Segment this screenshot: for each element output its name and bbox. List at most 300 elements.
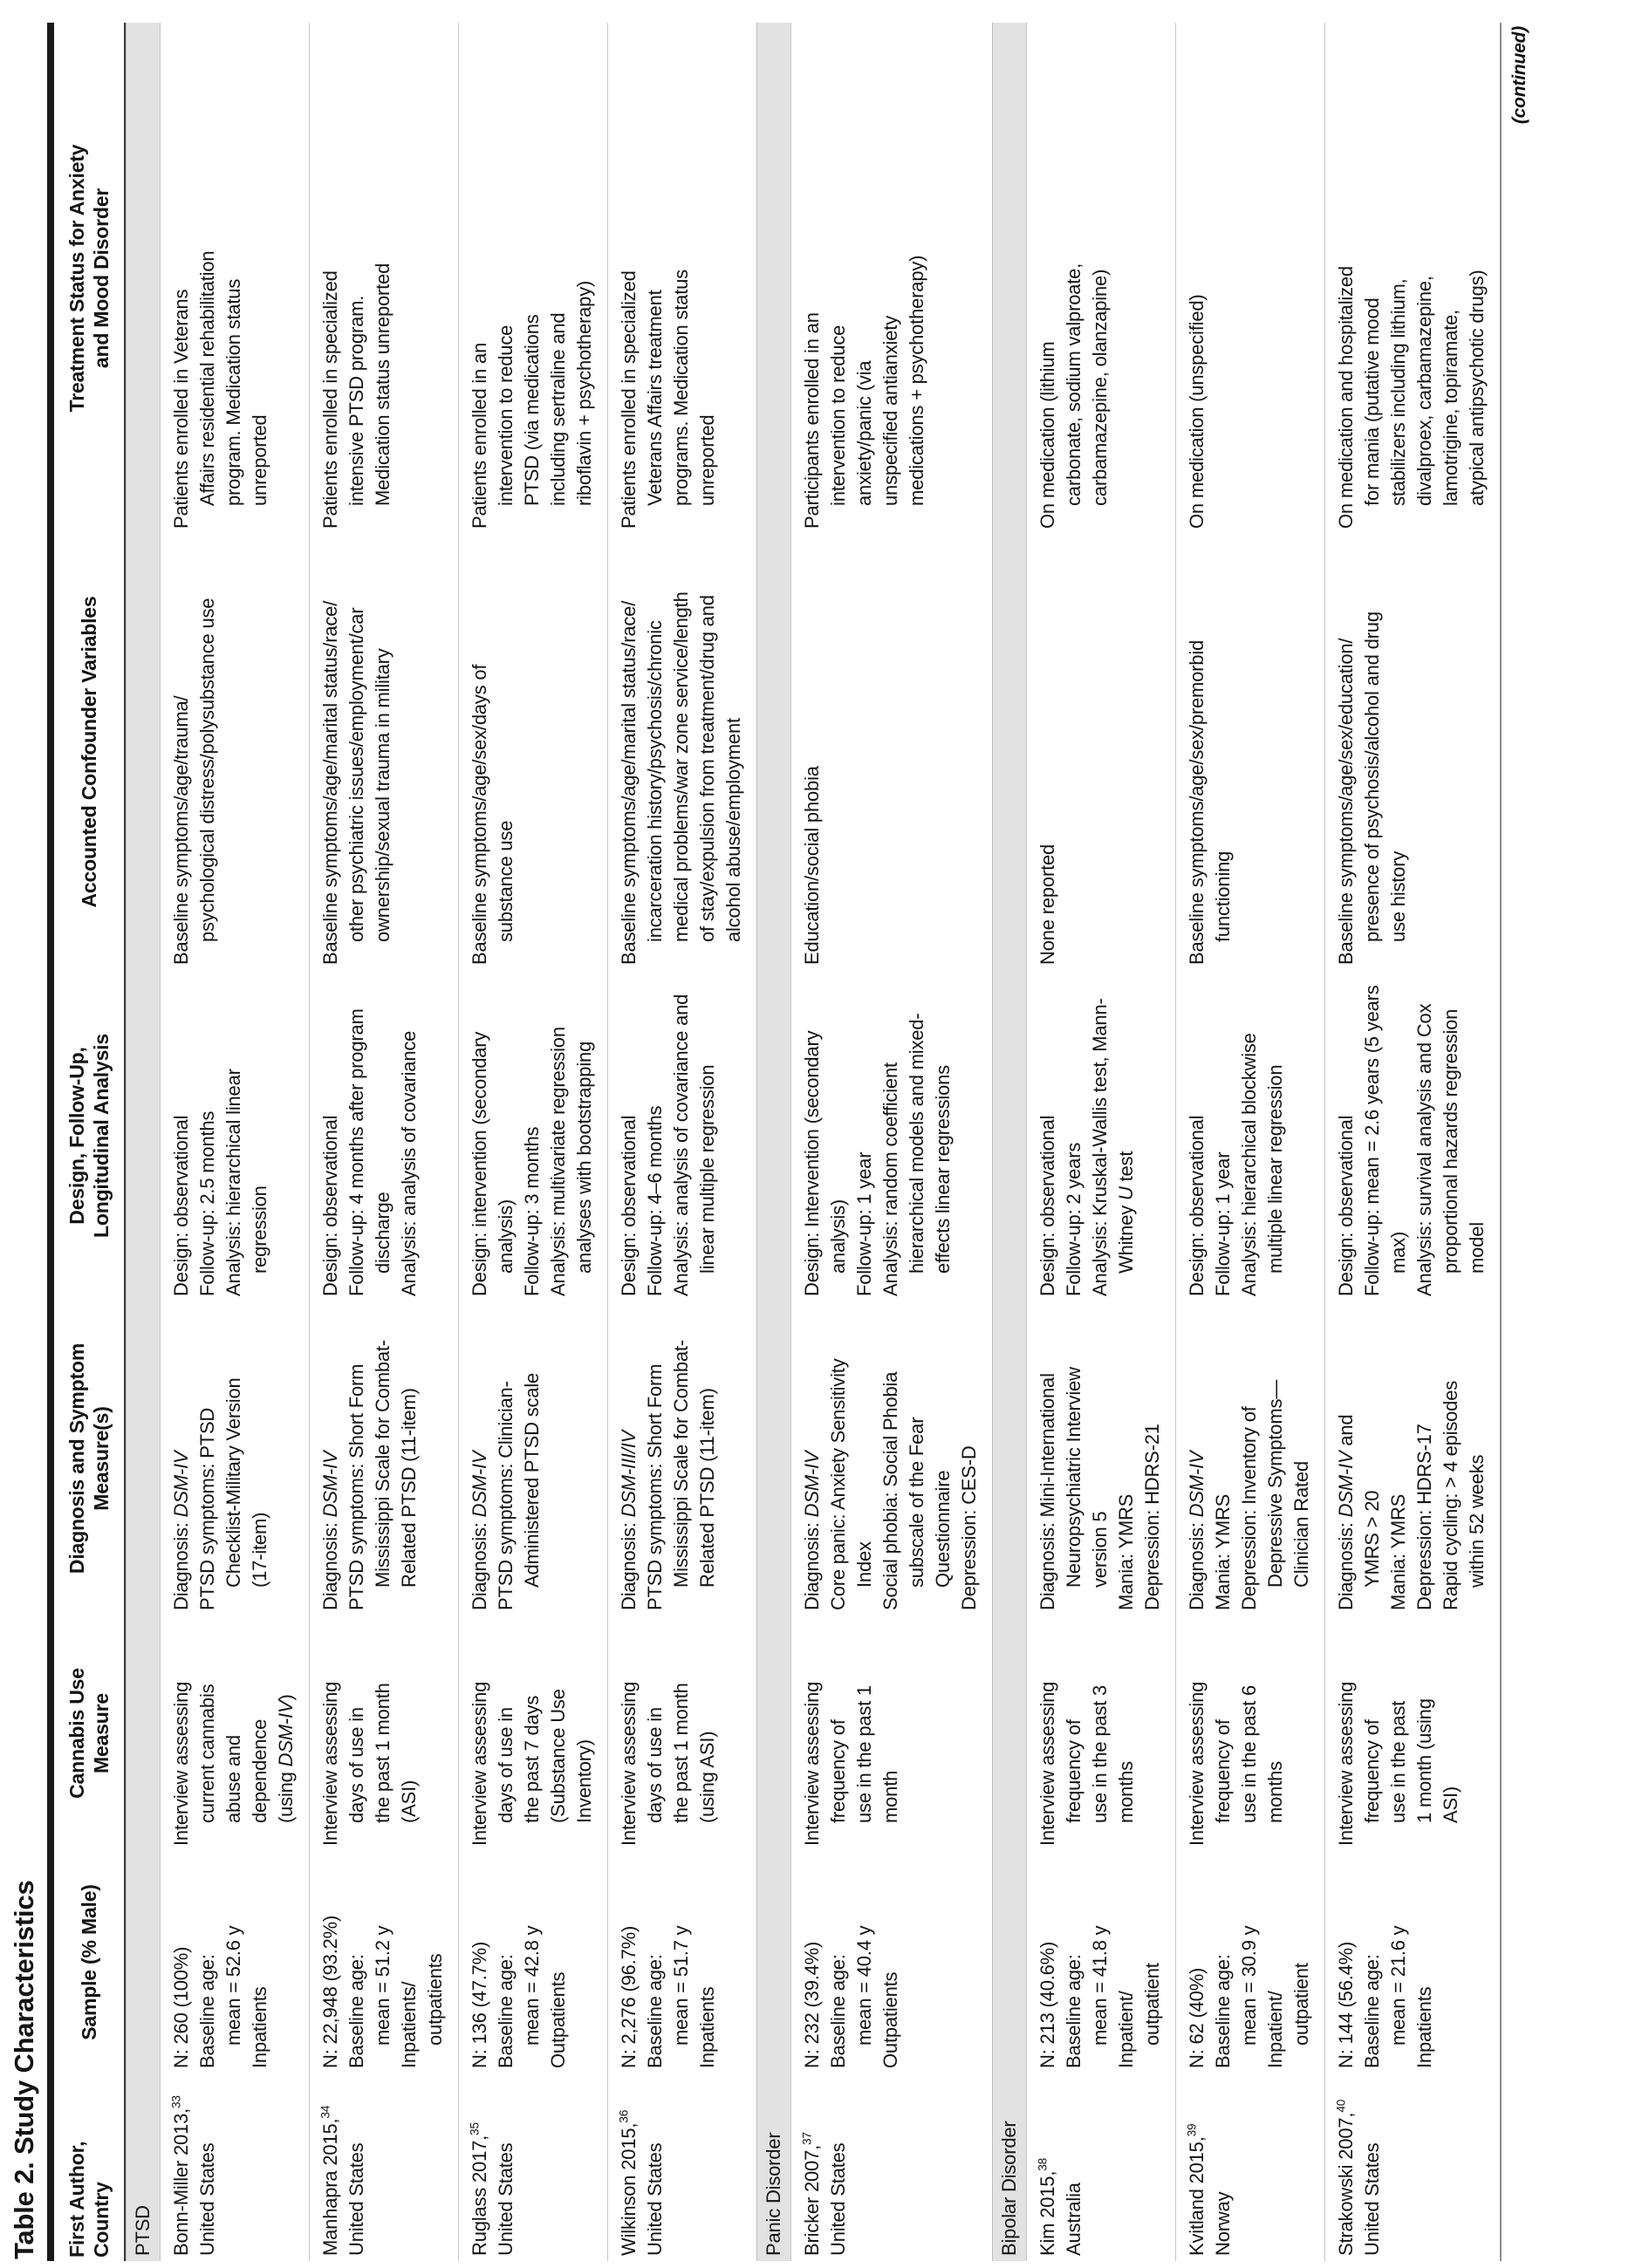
cell-line: Index (853, 1541, 875, 1588)
study-row (790, 23, 992, 2261)
study-row (1175, 23, 1324, 2261)
cell-line: riboflavin + psychotherapy) (573, 280, 595, 506)
cell-treatment (1027, 23, 1175, 534)
cell-line: Diagnosis: DSM-IV (801, 1451, 823, 1610)
cell-line: Follow-up: 2.5 months (196, 1110, 218, 1296)
cell-line: programs. Medication status (670, 270, 692, 506)
cell-line: Affairs residential rehabilitation (196, 250, 218, 506)
cell-line: Whitney U test (1115, 1151, 1137, 1274)
cell-line: Design: intervention (secondary (469, 1031, 490, 1296)
cell-line: discharge (372, 1192, 393, 1274)
cell-line: Inpatients (696, 1986, 718, 2068)
cell-line: On medication (unspecified) (1186, 294, 1208, 529)
cell-cannabis (310, 1616, 458, 1851)
cell-line: Depression: HDRS-17 (1413, 1424, 1435, 1610)
cell-diagnosis (310, 1301, 458, 1616)
cell-line: Kvitland 2015,39 (1185, 2123, 1208, 2256)
cell-treatment (310, 23, 458, 534)
cell-cannabis (1325, 1616, 1500, 1851)
cell-line: Patients enrolled in specialized (618, 270, 640, 529)
cell-confounders (608, 534, 756, 970)
cell-line: outpatients (424, 1953, 446, 2046)
cell-line: Design: observational (170, 1115, 192, 1296)
cell-line: Interview assessing (618, 1681, 640, 1846)
study-row (607, 23, 756, 2261)
cell-line: Bonn-Miller 2013,33 (169, 2095, 192, 2256)
cell-line: unspecified antianxiety (879, 316, 901, 506)
cell-line: Interview assessing (319, 1681, 341, 1846)
column-header (54, 2073, 124, 2261)
cell-line: Diagnosis: Mini-International (1037, 1373, 1058, 1610)
cell-design (310, 970, 458, 1301)
cell-line: including sertraline and (547, 312, 569, 506)
cell-line: program. Medication status (222, 278, 244, 506)
cell-line: Diagnosis and Symptom (65, 1342, 88, 1575)
cell-line: days of use in (644, 1707, 666, 1823)
cell-line: Norway (1212, 2191, 1234, 2256)
cell-line: functioning (1212, 850, 1234, 942)
cell-line: Country (90, 2182, 113, 2258)
section-row: Bipolar Disorder (992, 23, 1026, 2261)
cell-line: outpatient (1290, 1963, 1312, 2046)
cell-line: ownership/sexual trauma in military (372, 648, 393, 942)
cell-line: Baseline symptoms/age/sex/education/ (1335, 638, 1357, 965)
cell-line: Follow-up: 4–6 months (644, 1105, 666, 1296)
cell-line: intervention to reduce (495, 324, 517, 506)
cell-line: analyses with bootstrapping (573, 1041, 595, 1274)
cell-author (608, 2073, 756, 2261)
cell-line: Inpatients (249, 1986, 270, 2068)
cell-design (459, 970, 607, 1301)
study-row (1324, 23, 1500, 2261)
table-top-rule (47, 23, 54, 2261)
cell-line: Interview assessing (801, 1681, 823, 1846)
cell-design (161, 970, 309, 1301)
section-row: Panic Disorder (756, 23, 790, 2261)
cell-line: carbonate, sodium valproate, (1063, 263, 1084, 506)
cell-line: Analysis: analysis of covariance and (670, 994, 692, 1296)
cell-line: hierarchical models and mixed- (906, 1013, 927, 1274)
column-header (54, 1616, 124, 1851)
cell-sample (459, 1851, 607, 2073)
cell-line: N: 144 (56.4%) (1335, 1941, 1357, 2068)
cell-line: Baseline symptoms/age/marital status/race/ (319, 600, 341, 965)
cell-line: Patients enrolled in specialized (319, 270, 341, 529)
cell-line: PTSD symptoms: Short Form (644, 1363, 666, 1610)
cell-line: mean = 41.8 y (1089, 1925, 1111, 2046)
cell-author (791, 2073, 992, 2261)
cell-line: Bricker 2007,37 (800, 2132, 823, 2256)
cell-line: Follow-up: 3 months (521, 1126, 543, 1296)
cell-line: N: 136 (47.7%) (469, 1941, 490, 2068)
cell-confounders (310, 534, 458, 970)
cell-line: Mississippi Scale for Combat- (670, 1340, 692, 1588)
cell-author (1325, 2073, 1500, 2261)
column-header (54, 23, 124, 534)
cell-line: Follow-up: 1 year (853, 1151, 875, 1296)
cell-line: Baseline age: (495, 1954, 517, 2068)
cell-line: (using DSM-IV) (275, 1694, 297, 1823)
cell-line: the past 1 month (372, 1683, 393, 1823)
cell-line: use in the past 3 (1089, 1684, 1111, 1823)
cell-line: divalproex, carbamazepine, (1413, 276, 1435, 506)
cell-line: psychological distress/polysubstance use (196, 598, 218, 942)
cell-cannabis (608, 1616, 756, 1851)
cell-line: Participants enrolled in an (801, 312, 823, 529)
cell-line: Design: Intervention (secondary (801, 1030, 823, 1296)
cell-line: Baseline age: (196, 1954, 218, 2068)
cell-line: Administered PTSD scale (521, 1372, 543, 1588)
cell-line: analysis) (495, 1199, 517, 1274)
study-row (458, 23, 607, 2261)
cell-line: Interview assessing (1186, 1681, 1208, 1846)
cell-sample (608, 1851, 756, 2073)
cell-confounders (459, 534, 607, 970)
cell-line: Manhapra 2015,34 (318, 2105, 341, 2256)
cell-line: Longitudinal Analysis (90, 1034, 113, 1238)
cell-line: PTSD symptoms: Clinician- (495, 1381, 517, 1610)
cell-line: the past 7 days (521, 1695, 543, 1823)
cell-line: YMRS > 20 (1361, 1490, 1383, 1588)
cell-author (459, 2073, 607, 2261)
cell-line: Interview assessing (170, 1681, 192, 1846)
cell-line: Depression: Inventory of (1238, 1406, 1260, 1610)
cell-line: substance use (495, 820, 517, 942)
cell-line: Baseline age: (346, 1954, 367, 2068)
cell-line: frequency of (827, 1719, 849, 1823)
cell-line: Treatment Status for Anxiety (65, 144, 88, 413)
cell-line: Follow-up: 1 year (1212, 1151, 1234, 1296)
cell-line: PTSD symptoms: Short Form (346, 1363, 367, 1610)
cell-line: Clinician Rated (1290, 1461, 1312, 1588)
cell-cannabis (1027, 1616, 1175, 1851)
cell-line: outpatient (1141, 1963, 1163, 2046)
cell-line: frequency of (1212, 1719, 1234, 1823)
cell-sample (1176, 1851, 1324, 2073)
cell-treatment (1176, 23, 1324, 534)
cell-line: Inpatient/ (1264, 1991, 1286, 2068)
cell-diagnosis (459, 1301, 607, 1616)
cell-design (1325, 970, 1500, 1301)
cell-line: Measure (90, 1693, 113, 1773)
cell-line: Follow-up: mean = 2.6 years (5 years (1361, 985, 1383, 1296)
cell-line: Medication status unreported (372, 263, 393, 506)
cell-line: Design, Follow-Up, (65, 1047, 88, 1225)
cell-line: (ASI) (398, 1780, 420, 1823)
cell-line: presence of psychosis/alcohol and drug (1361, 611, 1383, 942)
cell-line: Design: observational (618, 1115, 640, 1296)
cell-line: Baseline symptoms/age/trauma/ (170, 695, 192, 965)
cell-line: On medication (lithium (1037, 341, 1058, 529)
cell-line: subscale of the Fear (906, 1417, 927, 1588)
cell-line: use history (1387, 850, 1409, 942)
cell-line: Mississippi Scale for Combat- (372, 1340, 393, 1588)
column-header (54, 970, 124, 1301)
cell-line: Related PTSD (11-item) (398, 1388, 420, 1588)
cell-line: N: 22,948 (93.2%) (319, 1915, 341, 2068)
cell-line: Education/social phobia (801, 766, 823, 965)
cell-confounders (161, 534, 309, 970)
cell-line: Measure(s) (90, 1406, 113, 1511)
cell-design (608, 970, 756, 1301)
cell-treatment (161, 23, 309, 534)
cell-line: of stay/expulsion from treatment/drug and (696, 595, 718, 942)
cell-line: Patients enrolled in Veterans (170, 289, 192, 529)
cell-line: use in the past (1387, 1700, 1409, 1823)
cell-cannabis (459, 1616, 607, 1851)
cell-treatment (608, 23, 756, 534)
cell-line: atypical antipsychotic drugs) (1466, 270, 1488, 506)
cell-line: use in the past 6 (1238, 1684, 1260, 1823)
cell-confounders (791, 534, 992, 970)
cell-line: (Substance Use (547, 1689, 569, 1823)
cell-line: incarceration history/psychosis/chronic (644, 620, 666, 942)
cell-line: use in the past 1 (853, 1684, 875, 1823)
cell-line: linear multiple regression (696, 1064, 718, 1274)
cell-line: and Mood Disorder (90, 188, 113, 369)
cell-author (161, 2073, 309, 2261)
cell-line: N: 62 (40%) (1186, 1967, 1208, 2068)
cell-line: Baseline age: (1212, 1954, 1234, 2068)
cell-line: Inventory) (573, 1739, 595, 1823)
cell-line: anxiety/panic (via (853, 360, 875, 506)
cell-line: 1 month (using (1413, 1698, 1435, 1823)
cell-line: Cannabis Use (65, 1668, 88, 1799)
cell-line: Wilkinson 2015,36 (617, 2109, 640, 2256)
cell-line: N: 2,276 (96.7%) (618, 1925, 640, 2068)
table-header-row (54, 23, 126, 2261)
cell-line: Veterans Affairs treatment (644, 290, 666, 506)
cell-line: Core panic: Anxiety Sensitivity (827, 1358, 849, 1610)
cell-line: medical problems/war zone service/length (670, 591, 692, 942)
cell-line: ASI) (1440, 1786, 1461, 1823)
cell-line: Inpatients/ (398, 1981, 420, 2068)
cell-line: effects linear regressions (932, 1065, 954, 1274)
cell-line: Design: observational (1335, 1115, 1357, 1296)
cell-line: Interview assessing (1037, 1681, 1058, 1846)
cell-line: days of use in (346, 1707, 367, 1823)
study-row (309, 23, 458, 2261)
cell-line: United States (495, 2142, 517, 2256)
cell-sample (791, 1851, 992, 2073)
cell-line: abuse and (222, 1735, 244, 1823)
cell-line: Diagnosis: DSM-IV (170, 1451, 192, 1610)
cell-line: Diagnosis: DSM-IV (469, 1451, 490, 1610)
cell-author (310, 2073, 458, 2261)
cell-line: United States (827, 2142, 849, 2256)
cell-line: Baseline age: (1063, 1954, 1084, 2068)
cell-line: stabilizers including lithium, (1387, 278, 1409, 506)
cell-confounders (1027, 534, 1175, 970)
cell-line: PTSD (via medications (521, 314, 543, 506)
cell-line: Checklist-Military Version (222, 1377, 244, 1588)
cell-line: Diagnosis: DSM-III/IV (618, 1430, 640, 1610)
cell-line: mean = 42.8 y (521, 1925, 543, 2046)
cell-line: On medication and hospitalized (1335, 266, 1357, 529)
cell-line: mean = 40.4 y (853, 1925, 875, 2046)
cell-line: within 52 weeks (1466, 1454, 1488, 1588)
cell-line: version 5 (1089, 1511, 1111, 1588)
cell-line: Australia (1063, 2183, 1084, 2256)
cell-design (1027, 970, 1175, 1301)
cell-line: Follow-up: 4 months after program (346, 1008, 367, 1296)
cell-line: Baseline symptoms/age/marital status/race/ (618, 600, 640, 965)
cell-line: Baseline age: (644, 1954, 666, 2068)
cell-treatment (791, 23, 992, 534)
cell-line: lamotrigine, topiramate, (1440, 309, 1461, 506)
cell-confounders (1176, 534, 1324, 970)
cell-confounders (1325, 534, 1500, 970)
column-header (54, 534, 124, 970)
section-row: PTSD (126, 23, 160, 2261)
cell-line: Related PTSD (11-item) (696, 1388, 718, 1588)
cell-line: months (1115, 1761, 1137, 1823)
cell-line: Mania: YMRS (1115, 1493, 1137, 1610)
cell-diagnosis (608, 1301, 756, 1616)
cell-line: mean = 21.6 y (1387, 1925, 1409, 2046)
cell-line: Ruglass 2017,35 (468, 2122, 490, 2256)
cell-line: First Author, (65, 2141, 88, 2258)
cell-line: United States (1361, 2142, 1383, 2256)
cell-line: intervention to reduce (827, 324, 849, 506)
cell-diagnosis (1027, 1301, 1175, 1616)
study-row (1026, 23, 1175, 2261)
cell-diagnosis (161, 1301, 309, 1616)
cell-line: Design: observational (319, 1115, 341, 1296)
cell-sample (1325, 1851, 1500, 2073)
cell-line: proportional hazards regression (1440, 1008, 1461, 1274)
cell-line: Baseline symptoms/age/sex/days of (469, 664, 490, 965)
cell-line: N: 232 (39.4%) (801, 1941, 823, 2068)
column-header (54, 1851, 124, 2073)
cell-line: model (1466, 1222, 1488, 1274)
cell-line: Interview assessing (469, 1681, 490, 1846)
cell-treatment (459, 23, 607, 534)
cell-diagnosis (1325, 1301, 1500, 1616)
cell-line: other psychiatric issues/employment/car (346, 607, 367, 942)
cell-line: Analysis: hierarchical blockwise (1238, 1033, 1260, 1296)
cell-author (1027, 2073, 1175, 2261)
table-title: Table 2. Study Characteristics (9, 1880, 39, 2259)
cell-line: N: 213 (40.6%) (1037, 1941, 1058, 2068)
cell-line: mean = 52.6 y (222, 1925, 244, 2046)
cell-line: current cannabis (196, 1684, 218, 1823)
cell-design (791, 970, 992, 1301)
cell-line: Rapid cycling: > 4 episodes (1440, 1380, 1461, 1610)
cell-line: (using ASI) (696, 1731, 718, 1823)
cell-line: analysis) (827, 1199, 849, 1274)
cell-line: (17-item) (249, 1512, 270, 1588)
cell-line: United States (346, 2142, 367, 2256)
cell-diagnosis (791, 1301, 992, 1616)
cell-line: intensive PTSD program. (346, 295, 367, 506)
cell-line: None reported (1037, 844, 1058, 965)
cell-line: Follow-up: 2 years (1063, 1142, 1084, 1296)
cell-cannabis (161, 1616, 309, 1851)
cell-line: Mania: YMRS (1212, 1493, 1234, 1610)
study-row (160, 23, 309, 2261)
cell-cannabis (1176, 1616, 1324, 1851)
cell-line: Analysis: Kruskal-Wallis test, Mann- (1089, 998, 1111, 1296)
cell-line: multiple linear regression (1264, 1064, 1286, 1274)
cell-line: Social phobia: Social Phobia (879, 1371, 901, 1610)
cell-line: Depressive Symptoms— (1264, 1379, 1286, 1588)
cell-line: N: 260 (100%) (170, 1946, 192, 2068)
study-characteristics-table (54, 23, 1500, 2261)
cell-line: Design: observational (1037, 1115, 1058, 1296)
cell-treatment (1325, 23, 1500, 534)
cell-line: month (879, 1770, 901, 1823)
cell-line: Analysis: multivariate regression (547, 1027, 569, 1296)
cell-author (1176, 2073, 1324, 2261)
cell-line: Baseline age: (1361, 1954, 1383, 2068)
cell-line: Diagnosis: DSM-IV (1186, 1451, 1208, 1610)
cell-line: alcohol abuse/employment (722, 718, 744, 942)
cell-line: days of use in (495, 1707, 517, 1823)
cell-line: Inpatients (1413, 1986, 1435, 2068)
cell-line: Design: observational (1186, 1115, 1208, 1296)
cell-line: Mania: YMRS (1387, 1493, 1409, 1610)
cell-line: unreported (249, 414, 270, 506)
cell-line: the past 1 month (670, 1683, 692, 1823)
table-body (126, 23, 1500, 2261)
cell-line: medications + psychotherapy) (906, 255, 927, 506)
cell-line: Strakowski 2007,40 (1334, 2099, 1357, 2256)
cell-line: frequency of (1361, 1719, 1383, 1823)
cell-cannabis (791, 1616, 992, 1851)
cell-line: months (1264, 1761, 1286, 1823)
cell-line: Analysis: survival analysis and Cox (1413, 1003, 1435, 1296)
cell-diagnosis (1176, 1301, 1324, 1616)
cell-line: max) (1387, 1231, 1409, 1274)
cell-line: Analysis: hierarchical linear (222, 1069, 244, 1296)
cell-line: mean = 51.7 y (670, 1925, 692, 2046)
column-header (54, 1301, 124, 1616)
cell-design (1176, 970, 1324, 1301)
cell-line: for mania (putative mood (1361, 297, 1383, 506)
cell-sample (1027, 1851, 1175, 2073)
cell-line: Analysis: analysis of covariance (398, 1030, 420, 1296)
cell-line: mean = 30.9 y (1238, 1925, 1260, 2046)
cell-line: dependence (249, 1718, 270, 1823)
cell-line: Diagnosis: DSM-IV (319, 1451, 341, 1610)
cell-line: frequency of (1063, 1719, 1084, 1823)
cell-line: Inpatient/ (1115, 1991, 1137, 2068)
cell-line: Depression: CES-D (958, 1445, 980, 1610)
cell-sample (310, 1851, 458, 2073)
cell-line: Diagnosis: DSM-IV and (1335, 1414, 1357, 1610)
cell-line: Kim 2015,38 (1036, 2157, 1058, 2256)
cell-line: Outpatients (879, 1971, 901, 2068)
cell-line: PTSD symptoms: PTSD (196, 1407, 218, 1610)
cell-line: mean = 51.2 y (372, 1925, 393, 2046)
cell-line: Baseline symptoms/age/sex/premorbid (1186, 639, 1208, 965)
cell-line: Accounted Confounder Variables (78, 596, 100, 908)
cell-line: Analysis: random coefficient (879, 1062, 901, 1296)
cell-line: regression (249, 1185, 270, 1274)
cell-line: Patients enrolled in an (469, 342, 490, 529)
cell-line: Sample (% Male) (78, 1884, 100, 2040)
cell-line: United States (644, 2142, 666, 2256)
continued-note: (continued) (1509, 26, 1529, 125)
cell-line: unreported (696, 414, 718, 506)
cell-line: Questionnaire (932, 1470, 954, 1588)
cell-line: Interview assessing (1335, 1681, 1357, 1846)
cell-line: Depression: HDRS-21 (1141, 1424, 1163, 1610)
cell-line: carbamazepine, olanzapine) (1089, 269, 1111, 506)
cell-line: United States (196, 2142, 218, 2256)
cell-line: Outpatients (547, 1971, 569, 2068)
